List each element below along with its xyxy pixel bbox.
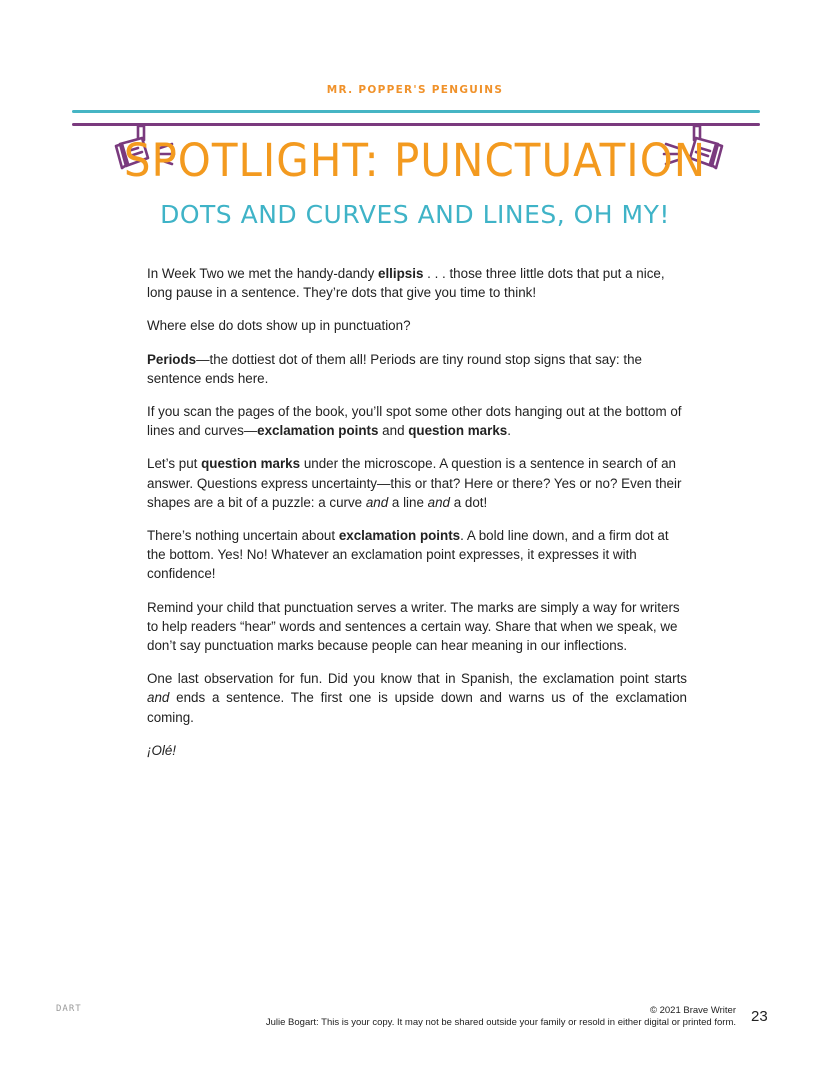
article-body bbox=[147, 264, 687, 774]
paragraph-1: In Week Two we met the handy-dandy ellipsis . . . those three little dots that put a nice, long pause in a sentence. They’re dots that give you time to think! bbox=[147, 266, 665, 301]
bold-term: Periods bbox=[147, 351, 197, 367]
paragraph-6: There’s nothing uncertain about exclamation points. A bold line down, and a firm dot at the bottom. Yes! No! Whatever an exclamation point expresses, it expresses it with confidence! bbox=[147, 528, 669, 582]
copyright-line: © 2021 Brave Writer bbox=[649, 1005, 736, 1016]
footer-copyright bbox=[266, 1005, 736, 1029]
footer-label: DART bbox=[56, 1004, 82, 1014]
paragraph-3: Periods—the dottiest dot of them all! Periods are tiny round stop signs that say: the sentence ends here. bbox=[147, 351, 642, 386]
page-number: 23 bbox=[751, 1008, 768, 1025]
paragraph-4: If you scan the pages of the book, you’ll spot some other dots hanging out at the bottom of lines and curves—exclamation points and question marks. bbox=[147, 404, 682, 439]
page-title: SPOTLIGHT: PUNCTUATION bbox=[123, 134, 707, 187]
paragraph-8: One last observation for fun. Did you know that in Spanish, the exclamation point starts and ends a sentence. The first one is upside down and warns us of the exclamation coming. bbox=[147, 671, 687, 725]
page-subtitle: DOTS AND CURVES AND LINES, OH MY! bbox=[160, 200, 670, 229]
book-label: MR. POPPER'S PENGUINS bbox=[326, 84, 504, 96]
bold-term: question marks bbox=[408, 423, 508, 439]
paragraph-9: ¡Olé! bbox=[147, 742, 177, 758]
paragraph-5: Let’s put question marks under the microscope. A question is a sentence in search of an answer. Questions express uncertainty—this or that? Here or there? Yes or no? Even their shapes are a bit of a puzzle: a curve and a line and a dot! bbox=[147, 456, 682, 510]
paragraph-7: Remind your child that punctuation serves a writer. The marks are simply a way for writers to help readers “hear” words and sentences a certain way. Share that when we speak, we don’t say punctuation marks because people can hear meaning in our inflections. bbox=[147, 599, 680, 654]
bold-term: exclamation points bbox=[257, 423, 379, 439]
bold-term: exclamation points bbox=[338, 528, 461, 544]
bold-term: ellipsis bbox=[378, 266, 424, 281]
bold-term: question marks bbox=[201, 456, 301, 472]
decorative-line-teal bbox=[72, 110, 760, 113]
license-notice: Julie Bogart: This is your copy. It may not be shared outside your family or resold in either digital or printed form. bbox=[265, 1017, 736, 1028]
paragraph-2: Where else do dots show up in punctuation? bbox=[147, 318, 411, 334]
